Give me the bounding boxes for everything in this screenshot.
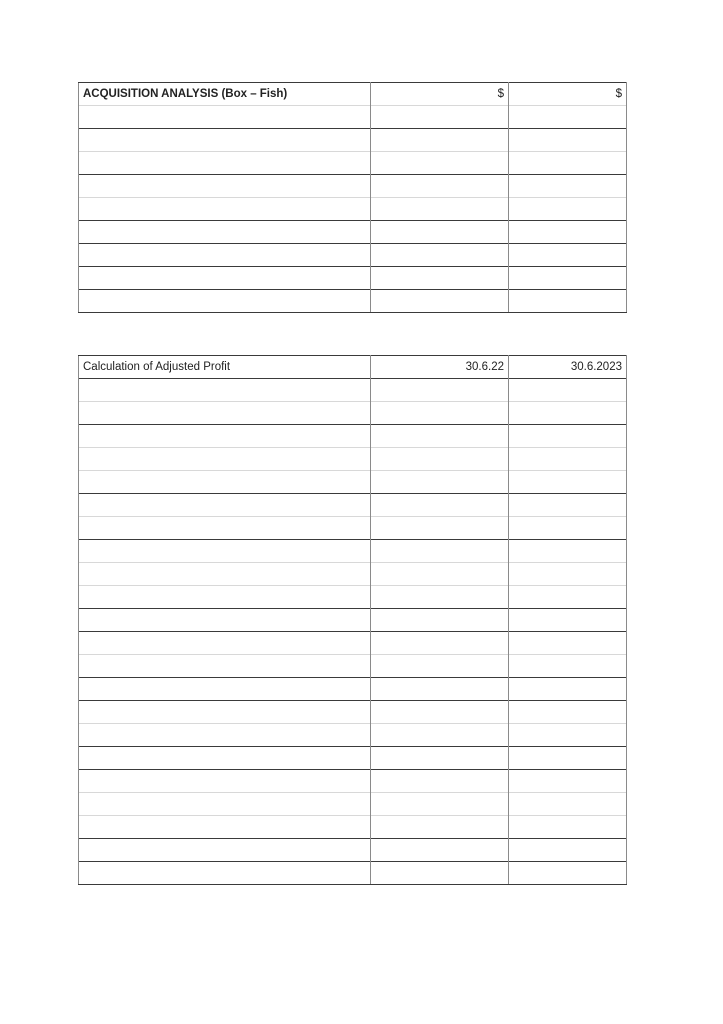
adjusted-profit-col1-cell[interactable] <box>371 471 509 494</box>
adjusted-profit-label-cell[interactable] <box>79 793 371 816</box>
adjusted-profit-label-cell[interactable] <box>79 425 371 448</box>
acquisition-label-cell[interactable] <box>79 221 371 244</box>
adjusted-profit-label-cell[interactable] <box>79 609 371 632</box>
acquisition-row <box>79 198 627 221</box>
acquisition-label-cell[interactable] <box>79 244 371 267</box>
adjusted-profit-label-cell[interactable] <box>79 747 371 770</box>
adjusted-profit-col2-cell[interactable] <box>509 494 627 517</box>
acquisition-col2-cell[interactable] <box>509 290 627 313</box>
adjusted-profit-col2-cell[interactable] <box>509 678 627 701</box>
acquisition-row <box>79 290 627 313</box>
adjusted-profit-col1-cell[interactable] <box>371 540 509 563</box>
acquisition-col2-cell[interactable] <box>509 175 627 198</box>
adjusted-profit-label-cell[interactable] <box>79 471 371 494</box>
acquisition-header-row <box>79 83 627 106</box>
acquisition-row <box>79 152 627 175</box>
adjusted-profit-row <box>79 586 627 609</box>
acquisition-col1-cell[interactable] <box>371 244 509 267</box>
adjusted-profit-col2-cell[interactable] <box>509 655 627 678</box>
adjusted-profit-label-cell[interactable] <box>79 448 371 471</box>
adjusted-profit-row <box>79 839 627 862</box>
adjusted-profit-row <box>79 540 627 563</box>
adjusted-profit-label-cell[interactable] <box>79 655 371 678</box>
adjusted-profit-label-cell[interactable] <box>79 563 371 586</box>
acquisition-col2-cell[interactable] <box>509 198 627 221</box>
adjusted-profit-col2-cell[interactable] <box>509 471 627 494</box>
acquisition-label-cell[interactable] <box>79 152 371 175</box>
adjusted-profit-col2-cell[interactable] <box>509 770 627 793</box>
acquisition-col2-cell[interactable] <box>509 244 627 267</box>
adjusted-profit-label-cell[interactable] <box>79 678 371 701</box>
adjusted-profit-label-cell[interactable] <box>79 770 371 793</box>
adjusted-profit-row <box>79 632 627 655</box>
adjusted-profit-col1-cell[interactable] <box>371 494 509 517</box>
adjusted-profit-header-row <box>79 356 627 379</box>
acquisition-col1-header[interactable]: $ <box>371 83 509 106</box>
adjusted-profit-row <box>79 517 627 540</box>
acquisition-row <box>79 106 627 129</box>
adjusted-profit-row <box>79 471 627 494</box>
adjusted-profit-row <box>79 655 627 678</box>
adjusted-profit-col2-cell[interactable] <box>509 793 627 816</box>
adjusted-profit-row <box>79 379 627 402</box>
adjusted-profit-row <box>79 494 627 517</box>
adjusted-profit-col2-cell[interactable] <box>509 563 627 586</box>
adjusted-profit-col2-cell[interactable] <box>509 586 627 609</box>
adjusted-profit-col2-cell[interactable] <box>509 402 627 425</box>
adjusted-profit-label-cell[interactable] <box>79 701 371 724</box>
adjusted-profit-col2-cell[interactable] <box>509 425 627 448</box>
adjusted-profit-row <box>79 448 627 471</box>
acquisition-col1-cell[interactable] <box>371 290 509 313</box>
acquisition-col2-cell[interactable] <box>509 221 627 244</box>
acquisition-col1-cell[interactable] <box>371 175 509 198</box>
acquisition-label-cell[interactable] <box>79 106 371 129</box>
acquisition-col2-header[interactable]: $ <box>509 83 627 106</box>
adjusted-profit-table <box>78 355 627 885</box>
adjusted-profit-col2-cell[interactable] <box>509 379 627 402</box>
adjusted-profit-col1-cell[interactable] <box>371 793 509 816</box>
acquisition-col1-cell[interactable] <box>371 106 509 129</box>
adjusted-profit-row <box>79 793 627 816</box>
acquisition-col1-cell[interactable] <box>371 198 509 221</box>
adjusted-profit-row <box>79 862 627 885</box>
adjusted-profit-label-cell[interactable] <box>79 586 371 609</box>
adjusted-profit-title-cell[interactable]: Calculation of Adjusted Profit <box>79 356 371 379</box>
adjusted-profit-row <box>79 563 627 586</box>
adjusted-profit-row <box>79 609 627 632</box>
adjusted-profit-label-cell[interactable] <box>79 379 371 402</box>
adjusted-profit-row <box>79 678 627 701</box>
acquisition-col1-cell[interactable] <box>371 221 509 244</box>
adjusted-profit-col2-cell[interactable] <box>509 540 627 563</box>
adjusted-profit-col2-cell[interactable] <box>509 862 627 885</box>
acquisition-label-cell[interactable] <box>79 129 371 152</box>
adjusted-profit-label-cell[interactable] <box>79 839 371 862</box>
acquisition-label-cell[interactable] <box>79 175 371 198</box>
adjusted-profit-row <box>79 770 627 793</box>
adjusted-profit-col2-cell[interactable] <box>509 839 627 862</box>
adjusted-profit-col1-cell[interactable] <box>371 425 509 448</box>
adjusted-profit-label-cell[interactable] <box>79 816 371 839</box>
adjusted-profit-col1-cell[interactable] <box>371 701 509 724</box>
adjusted-profit-col1-cell[interactable] <box>371 678 509 701</box>
adjusted-profit-row <box>79 724 627 747</box>
adjusted-profit-col1-cell[interactable] <box>371 402 509 425</box>
adjusted-profit-col1-cell[interactable] <box>371 655 509 678</box>
adjusted-profit-row <box>79 425 627 448</box>
acquisition-row <box>79 129 627 152</box>
acquisition-label-cell[interactable] <box>79 198 371 221</box>
acquisition-label-cell[interactable] <box>79 290 371 313</box>
adjusted-profit-col1-cell[interactable] <box>371 724 509 747</box>
adjusted-profit-label-cell[interactable] <box>79 540 371 563</box>
adjusted-profit-row <box>79 402 627 425</box>
adjusted-profit-col1-cell[interactable] <box>371 563 509 586</box>
acquisition-row <box>79 267 627 290</box>
acquisition-col1-cell[interactable] <box>371 152 509 175</box>
acquisition-col2-cell[interactable] <box>509 267 627 290</box>
acquisition-analysis-table <box>78 82 627 313</box>
adjusted-profit-col1-cell[interactable] <box>371 586 509 609</box>
adjusted-profit-col1-cell[interactable] <box>371 517 509 540</box>
adjusted-profit-col1-header[interactable]: 30.6.22 <box>371 356 509 379</box>
acquisition-col2-cell[interactable] <box>509 129 627 152</box>
adjusted-profit-row <box>79 701 627 724</box>
adjusted-profit-col1-cell[interactable] <box>371 379 509 402</box>
adjusted-profit-col2-cell[interactable] <box>509 448 627 471</box>
adjusted-profit-col2-cell[interactable] <box>509 724 627 747</box>
adjusted-profit-col1-cell[interactable] <box>371 770 509 793</box>
acquisition-title-cell[interactable]: ACQUISITION ANALYSIS (Box – Fish) <box>79 83 371 106</box>
adjusted-profit-col1-cell[interactable] <box>371 609 509 632</box>
adjusted-profit-label-cell[interactable] <box>79 862 371 885</box>
acquisition-row <box>79 244 627 267</box>
acquisition-col2-cell[interactable] <box>509 152 627 175</box>
adjusted-profit-col2-cell[interactable] <box>509 701 627 724</box>
acquisition-row <box>79 221 627 244</box>
adjusted-profit-col2-cell[interactable] <box>509 747 627 770</box>
adjusted-profit-col2-cell[interactable] <box>509 816 627 839</box>
adjusted-profit-col2-cell[interactable] <box>509 632 627 655</box>
adjusted-profit-label-cell[interactable] <box>79 724 371 747</box>
adjusted-profit-label-cell[interactable] <box>79 517 371 540</box>
adjusted-profit-col1-cell[interactable] <box>371 862 509 885</box>
adjusted-profit-col1-cell[interactable] <box>371 448 509 471</box>
adjusted-profit-row <box>79 747 627 770</box>
adjusted-profit-label-cell[interactable] <box>79 494 371 517</box>
acquisition-label-cell[interactable] <box>79 267 371 290</box>
adjusted-profit-col1-cell[interactable] <box>371 816 509 839</box>
acquisition-col1-cell[interactable] <box>371 129 509 152</box>
adjusted-profit-row <box>79 816 627 839</box>
adjusted-profit-col2-cell[interactable] <box>509 609 627 632</box>
adjusted-profit-col2-header[interactable]: 30.6.2023 <box>509 356 627 379</box>
adjusted-profit-col1-cell[interactable] <box>371 747 509 770</box>
acquisition-row <box>79 175 627 198</box>
adjusted-profit-col1-cell[interactable] <box>371 839 509 862</box>
adjusted-profit-col1-cell[interactable] <box>371 632 509 655</box>
acquisition-col1-cell[interactable] <box>371 267 509 290</box>
adjusted-profit-col2-cell[interactable] <box>509 517 627 540</box>
adjusted-profit-label-cell[interactable] <box>79 632 371 655</box>
adjusted-profit-label-cell[interactable] <box>79 402 371 425</box>
acquisition-col2-cell[interactable] <box>509 106 627 129</box>
